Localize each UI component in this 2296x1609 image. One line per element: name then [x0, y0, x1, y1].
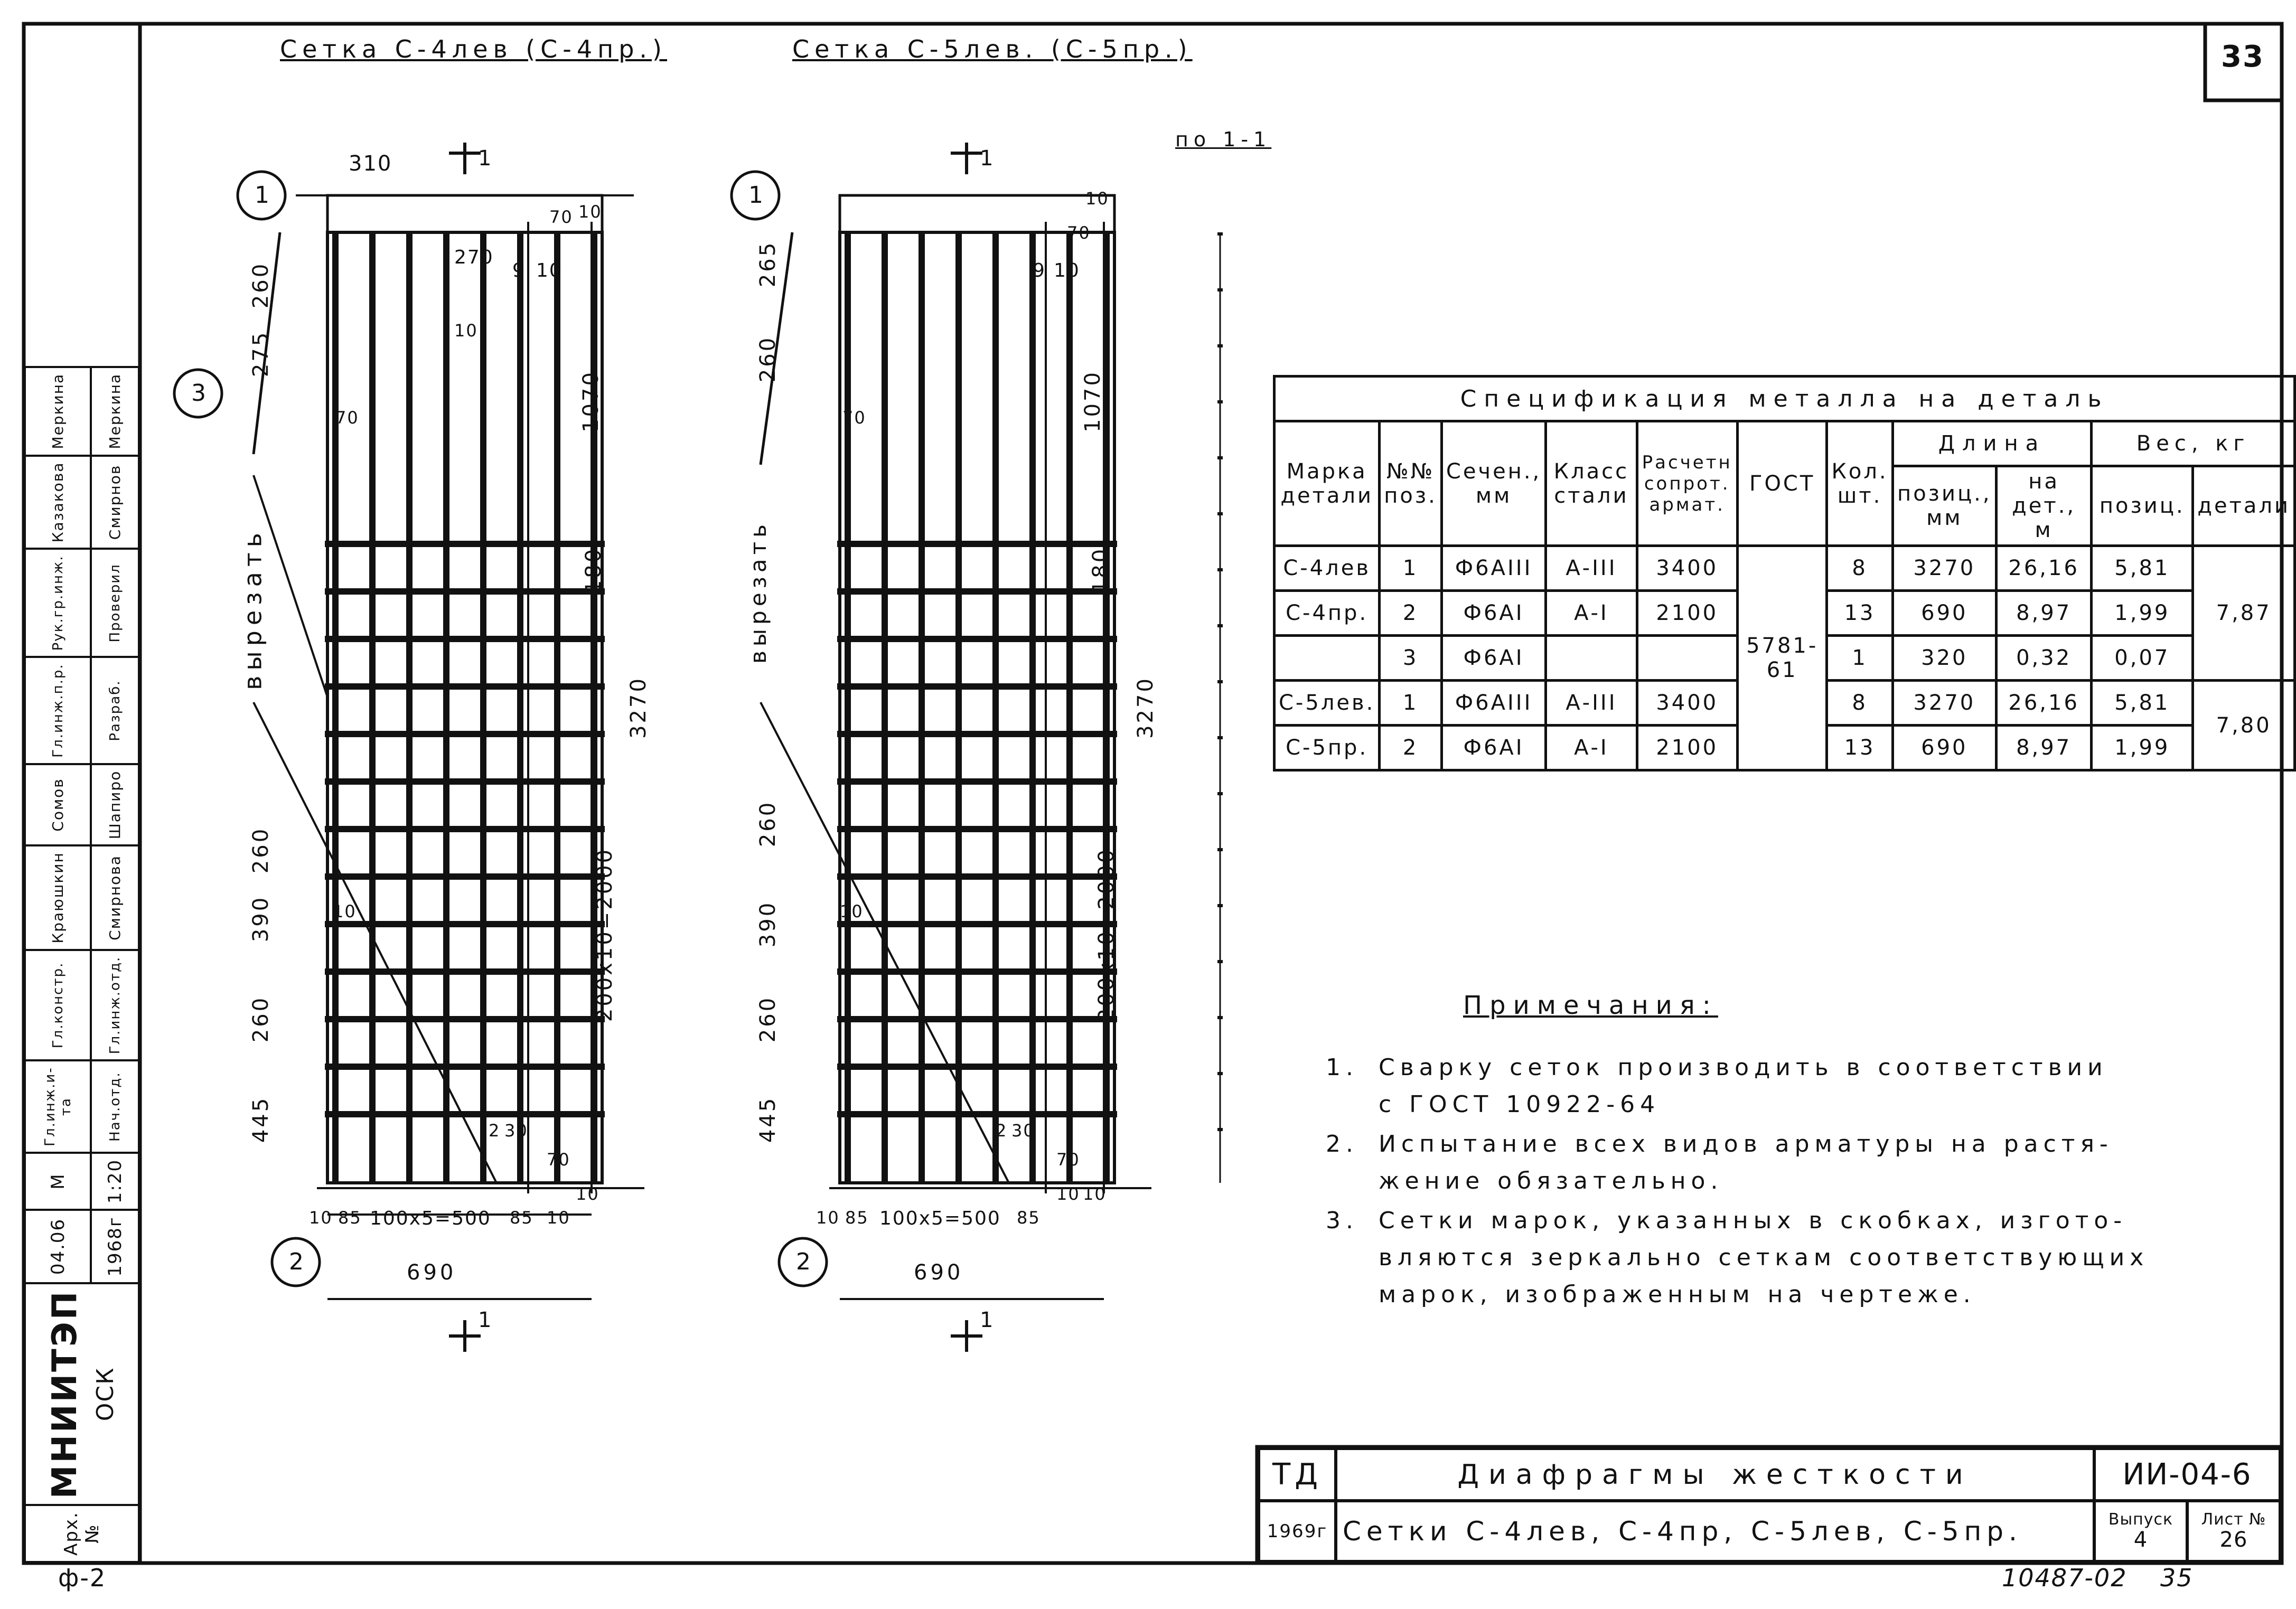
spec-cell-w-det: 7,87 [2193, 546, 2295, 681]
spec-cell-section: Ф6АIII [1441, 546, 1545, 591]
note-3-num: 3. [1326, 1207, 1358, 1234]
spec-cell-len-det: 8,97 [1997, 591, 2092, 636]
spec-cell-qty: 1 [1827, 636, 1892, 681]
spec-h-mark: Марка детали [1274, 421, 1380, 546]
spec-cell-len-pos: 690 [1892, 591, 1996, 636]
mesh-1-dim-left-4: 260 [249, 995, 274, 1043]
spec-cell-len-det: 8,97 [1997, 726, 2092, 770]
section-ref: по 1-1 [1175, 128, 1272, 151]
stamp-arch-label: Арх. № [25, 1505, 139, 1562]
stamp-date: 04.06 [25, 1210, 91, 1283]
mesh-1-dim-misc-5: 10 [576, 1184, 599, 1204]
mesh-2-marker-2-label: 2 [796, 1248, 811, 1275]
stamp-name-5: Меркина [25, 367, 91, 456]
spec-cell-section: Ф6АIII [1441, 681, 1545, 726]
spec-h-qty: Кол. шт. [1827, 421, 1892, 546]
note-3-line-1: Сетки марок, указанных в скобках, изгото- [1379, 1207, 2128, 1234]
mesh-1-dim-top-2: 9 [512, 260, 526, 281]
mesh-1-dim-bottom-1: 85 [338, 1208, 362, 1228]
tb-issue: 4 [2133, 1528, 2148, 1552]
mesh-2-dim-bottom-5: 690 [914, 1260, 964, 1285]
mesh-2-dim-top-0: 9 [1033, 260, 1046, 281]
stamp-role-0: Гл.инж.и-та [25, 1060, 91, 1153]
page-number: 33 [2221, 40, 2264, 74]
spec-cell-len-det: 26,16 [1997, 546, 2092, 591]
spec-cell-resist: 2100 [1637, 591, 1737, 636]
mesh-1-dim-top-4: 70 [549, 207, 573, 227]
mesh-1-drawing [174, 143, 644, 1352]
spec-cell-mark: С-5пр. [1274, 726, 1380, 770]
mesh-1-dim-misc-0: 70 [335, 408, 359, 428]
spec-cell-pos: 1 [1380, 681, 1442, 726]
spec-cell-w-det: 7,80 [2193, 681, 2295, 770]
mesh-1-dim-bottom-5: 690 [407, 1260, 457, 1285]
spec-cell-qty: 13 [1827, 726, 1892, 770]
mesh-2-dim-bottom-0: 10 [816, 1208, 840, 1228]
spec-h-len-det: на дет., м [1997, 466, 2092, 546]
mesh-1-dim-left-0: 260 [249, 261, 274, 309]
spec-title: Спецификация металла на деталь [1274, 377, 2295, 421]
mesh-2-dim-misc-2: 2 [996, 1121, 1008, 1141]
notes-title: Примечания: [1463, 991, 1718, 1020]
spec-cell-section: Ф6АI [1441, 636, 1545, 681]
note-1-line-1: Сварку сеток производить в соответствии [1379, 1054, 2108, 1081]
spec-row [1274, 546, 2295, 591]
spec-cell-class: А-III [1546, 546, 1637, 591]
spec-cell-w-pos: 0,07 [2092, 636, 2193, 681]
note-3-line-3: марок, изображенным на чертеже. [1379, 1281, 1976, 1308]
spec-cell-len-det: 26,16 [1997, 681, 2092, 726]
note-2-line-2: жение обязательно. [1379, 1168, 1723, 1194]
spec-cell-section: Ф6АI [1441, 591, 1545, 636]
mesh-1-section-mark-top: 1 [478, 146, 497, 171]
mesh-1-dim-bottom-2: 100x5=500 [370, 1208, 491, 1229]
mesh-2-dim-left-2: 260 [756, 800, 781, 848]
mesh-1-dim-top-3: 10 [536, 260, 563, 281]
footer-left: ф-2 [58, 1564, 107, 1592]
stamp-institute-cell [25, 1283, 139, 1506]
tb-org: ТД [1259, 1448, 1336, 1501]
tb-issue-label: Выпуск [2108, 1510, 2173, 1529]
mesh-2-outline [840, 232, 1114, 1183]
mesh-2-dim-right-1: 180 [1089, 547, 1113, 594]
note-2-num: 2. [1326, 1131, 1358, 1158]
mesh-1-dim-left-1: 275 [249, 330, 274, 378]
spec-cell-gost: 5781-61 [1737, 546, 1827, 770]
footer-page: 35 [2160, 1564, 2194, 1592]
title-block [1257, 1447, 2282, 1563]
stamp-role-6: Разраб. [91, 657, 139, 764]
mesh-2-dim-misc-5: 10 [1083, 1184, 1107, 1204]
spec-h-gost: ГОСТ [1737, 421, 1827, 546]
mesh-2-section-mark-bottom: 1 [980, 1308, 999, 1332]
stamp-role-7: Проверил [91, 549, 139, 657]
spec-h-w-det: детали [2193, 466, 2295, 546]
spec-cell-resist: 3400 [1637, 546, 1737, 591]
stamp-name-3: Шапиро [91, 764, 139, 846]
spec-cell-len-pos: 320 [1892, 636, 1996, 681]
mesh-2-dim-left-1: 260 [756, 335, 781, 383]
spec-cell-resist: 3400 [1637, 681, 1737, 726]
stamp-year: 1968г [91, 1210, 139, 1283]
spec-cell-len-det: 0,32 [1997, 636, 2092, 681]
spec-h-resist: Расчетн сопрот. армат. [1637, 421, 1737, 546]
stamp-name-7: Меркина [91, 367, 139, 456]
mesh-2-dim-top-2: 70 [1067, 223, 1091, 243]
stamp-scale: 1:20 [91, 1153, 139, 1210]
mesh-2-dim-right-3: 3270 [1133, 676, 1158, 739]
mesh-1-dim-bottom-3: 85 [510, 1208, 533, 1228]
mesh-1-dim-right-1: 180 [582, 547, 606, 594]
spec-cell-pos: 2 [1380, 591, 1442, 636]
mesh-2-dim-left-4: 260 [756, 995, 781, 1043]
note-1-line-2: с ГОСТ 10922-64 [1379, 1091, 1661, 1118]
spec-cell-class: А-III [1546, 681, 1637, 726]
spec-cell-len-pos: 3270 [1892, 546, 1996, 591]
mesh-2-dim-right-0: 1070 [1080, 370, 1105, 432]
stamp-name-4: Казакова [25, 456, 91, 549]
mesh-1-dim-right-0: 1070 [578, 370, 603, 432]
mesh-1-dim-left-2: 260 [249, 826, 274, 874]
marker-1-label: 1 [255, 182, 269, 209]
spec-cell-pos: 3 [1380, 636, 1442, 681]
spec-cell-mark: С-5лев. [1274, 681, 1380, 726]
mesh-1-dim-bottom-4: 10 [547, 1208, 570, 1228]
mesh-1-dim-right-2: 200x10=2000 [593, 847, 617, 1022]
stamp-name-1: Сомов [25, 764, 91, 846]
mesh-1-cut-label: вырезать [238, 528, 267, 690]
mesh-2-dim-misc-3: 30 [1011, 1121, 1035, 1141]
spec-cell-class [1546, 636, 1637, 681]
mesh-2-cut-label: вырезать [745, 520, 771, 664]
spec-h-pos: №№ поз. [1380, 421, 1442, 546]
mesh-1-dim-top-1: 270 [454, 247, 494, 268]
spec-cell-class: А-I [1546, 726, 1637, 770]
mesh-2-dim-bottom-4: 10 [1056, 1184, 1080, 1204]
marker-3-label: 3 [191, 380, 206, 407]
mesh-2-dim-bottom-1: 85 [845, 1208, 869, 1228]
mesh-2-marker-1-label: 1 [748, 182, 763, 209]
spec-h-w-pos: позиц. [2092, 466, 2193, 546]
stamp-scale-label: М [25, 1153, 91, 1210]
mesh-2-dim-bottom-3: 85 [1017, 1208, 1041, 1228]
mesh-2-dim-left-3: 390 [756, 900, 781, 948]
stamp-role-1: Гл.констр. [25, 950, 91, 1061]
mesh-2-title: Сетка С-5лев. (С-5пр.) [792, 35, 1193, 63]
spec-cell-section: Ф6АI [1441, 726, 1545, 770]
spec-cell-len-pos: 690 [1892, 726, 1996, 770]
note-1-num: 1. [1326, 1054, 1358, 1081]
tb-sheet: 26 [2219, 1528, 2248, 1552]
mesh-1-dim-top-6: 10 [454, 321, 478, 341]
mesh-2-dim-misc-1: 10 [840, 901, 864, 921]
mesh-1-dim-right-3: 3270 [626, 676, 651, 739]
mesh-2-dim-top-3: 10 [1085, 189, 1109, 209]
stamp-role-5: Рук.гр.инж. [25, 549, 91, 657]
note-3-line-2: вляются зеркально сеткам соответствующих [1379, 1244, 2149, 1271]
mesh-2-dim-left-5: 445 [756, 1096, 781, 1143]
stamp-name-2: Смирнова [91, 845, 139, 949]
mesh-2-section-mark-top: 1 [980, 146, 999, 171]
mesh-1-dim-misc-2: 2 [489, 1121, 501, 1141]
mesh-1-dim-left-3: 390 [249, 895, 274, 943]
tb-subtitle: Сетки С-4лев, С-4пр, С-5лев, С-5пр. [1336, 1501, 2094, 1561]
footer-ref: 10487-02 [2002, 1564, 2128, 1592]
mesh-1-dim-left-5: 445 [249, 1096, 274, 1143]
mesh-2-dim-misc-4: 70 [1056, 1150, 1080, 1170]
mesh-2-dim-top-1: 10 [1054, 260, 1080, 281]
spec-cell-w-pos: 1,99 [2092, 726, 2193, 770]
mesh-1-dim-top-0: 310 [349, 152, 392, 176]
spec-cell-len-pos: 3270 [1892, 681, 1996, 726]
mesh-1-dim-misc-1: 10 [333, 901, 357, 921]
mesh-1-section-mark-bottom: 1 [478, 1308, 497, 1332]
spec-cell-mark: С-4пр. [1274, 591, 1380, 636]
stamp-name-6: Смирнов [91, 456, 139, 549]
tb-title: Диафрагмы жесткости [1336, 1448, 2094, 1501]
mesh-1-dim-misc-4: 70 [547, 1150, 570, 1170]
spec-h-class: Класс стали [1546, 421, 1637, 546]
spec-h-len-pos: позиц., мм [1892, 466, 1996, 546]
marker-2-label: 2 [289, 1248, 304, 1275]
spec-cell-qty: 8 [1827, 681, 1892, 726]
spec-table [1273, 375, 2296, 771]
spec-cell-w-pos: 5,81 [2092, 681, 2193, 726]
tb-sheet-cell [2187, 1501, 2280, 1561]
tb-issue-cell [2094, 1501, 2187, 1561]
mesh-1-dim-top-5: 10 [578, 202, 602, 222]
note-2-line-1: Испытание всех видов арматуры на растя- [1379, 1131, 2113, 1158]
spec-cell-resist [1637, 636, 1737, 681]
spec-h-length: Длина [1892, 421, 2092, 466]
stamp-name-0: Краюшкин [25, 845, 91, 949]
mesh-2-dim-misc-0: 70 [842, 408, 866, 428]
spec-cell-mark: С-4лев [1274, 546, 1380, 591]
stamp-role-3: Гл.инж.отд. [91, 950, 139, 1061]
tb-sheet-label: Лист № [2201, 1510, 2266, 1529]
mesh-1-dim-misc-3: 30 [504, 1121, 528, 1141]
mesh-2-dim-right-2: 200x10=2000 [1094, 847, 1119, 1022]
spec-cell-mark [1274, 636, 1380, 681]
mesh-1-dim-bottom-0: 10 [309, 1208, 333, 1228]
tb-code: ИИ-04-6 [2094, 1448, 2280, 1501]
spec-cell-w-pos: 1,99 [2092, 591, 2193, 636]
stamp-role-2: Нач.отд. [91, 1060, 139, 1153]
mesh-2-dim-left-0: 265 [756, 240, 781, 288]
spec-cell-resist: 2100 [1637, 726, 1737, 770]
spec-h-section: Сечен., мм [1441, 421, 1545, 546]
stamp-institute: МНИИТЭП [45, 1289, 85, 1499]
spec-cell-pos: 1 [1380, 546, 1442, 591]
spec-h-weight: Вес, кг [2092, 421, 2295, 466]
spec-cell-class: А-I [1546, 591, 1637, 636]
mesh-1-title: Сетка С-4лев (С-4пр.) [280, 35, 668, 63]
spec-cell-qty: 13 [1827, 591, 1892, 636]
mesh-2-drawing [732, 143, 1151, 1352]
spec-cell-pos: 2 [1380, 726, 1442, 770]
spec-cell-qty: 8 [1827, 546, 1892, 591]
stamp-dept: ОСК [91, 1367, 119, 1422]
stamp-role-4: Гл.инж.п.р. [25, 657, 91, 764]
left-stamp [24, 24, 140, 1563]
mesh-2-dim-bottom-2: 100x5=500 [879, 1208, 1001, 1229]
spec-cell-w-pos: 5,81 [2092, 546, 2193, 591]
tb-year: 1969г [1259, 1501, 1336, 1561]
